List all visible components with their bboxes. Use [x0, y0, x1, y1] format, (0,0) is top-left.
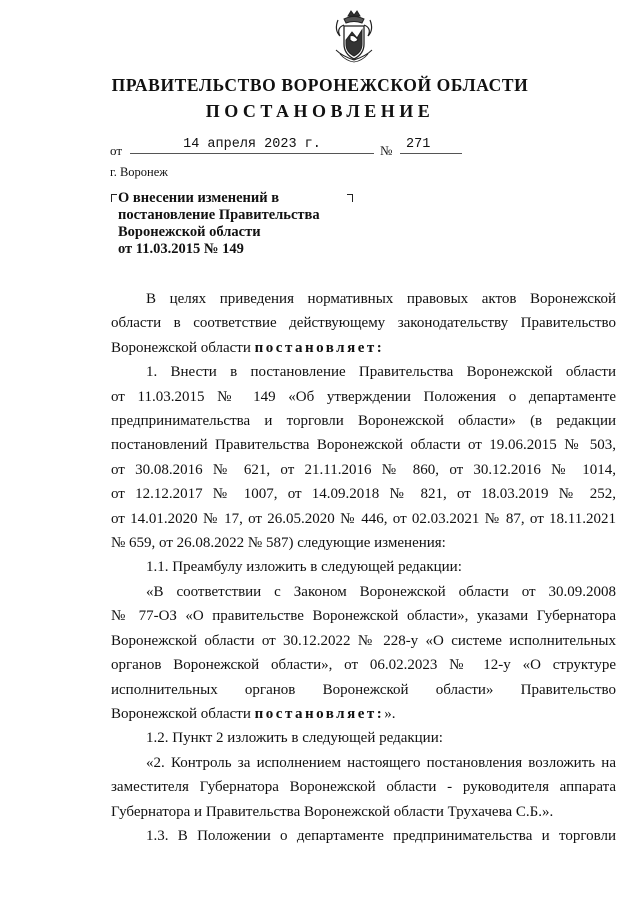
city-label: г. Воронеж — [110, 165, 168, 179]
document-number: 271 — [400, 136, 462, 154]
subject-line: постановление Правительства — [118, 207, 320, 223]
body-line: Воронежской области постановляет: — [111, 339, 385, 356]
body-line: Воронежской области постановляет:». — [111, 705, 396, 722]
number-label: № — [380, 143, 393, 158]
coat-of-arms-icon — [332, 10, 376, 64]
resolution-keyword: постановляет: — [254, 339, 385, 356]
from-label: от — [110, 143, 123, 158]
body-line: предпринимательства и торговли Воронежской области» (в редакции — [111, 413, 616, 430]
body-line: от 14.01.2020 № 17, от 26.05.2020 № 446, от 02.03.2021 № 87, от 18.11.2021 — [111, 510, 616, 527]
body-line: 1. Внести в постановление Правительства Воронежской области — [146, 364, 616, 381]
subject-corner-left — [111, 194, 117, 202]
body-line: «2. Контроль за исполнением настоящего постановления возложить на — [146, 754, 616, 771]
date-number-row — [110, 136, 431, 158]
body-line: органов Воронежской области», от 06.02.2023 № 12-у «О структуре — [111, 657, 616, 674]
body-line: от 11.03.2015 № 149 «Об утверждении Положения о департаменте — [111, 388, 616, 405]
body-line: заместителя Губернатора Воронежской области - руководителя аппарата — [111, 779, 616, 796]
body-line: «В соответствии с Законом Воронежской области от 30.09.2008 — [146, 583, 616, 600]
body-line: № 659, от 26.08.2022 № 587) следующие изменения: — [111, 535, 446, 552]
subject-line: О внесении изменений в — [118, 190, 280, 206]
body-line: 1.1. Преамбулу изложить в следующей редакции: — [146, 559, 462, 576]
document-subject — [118, 190, 358, 258]
subject-line: от 11.03.2015 № 149 — [118, 241, 244, 257]
body-line: В целях приведения нормативных правовых актов Воронежской — [146, 291, 616, 307]
body-line: 1.3. В Положении о департаменте предпринимательства и торговли — [146, 827, 616, 844]
body-line: 1.2. Пункт 2 изложить в следующей редакции: — [146, 730, 443, 747]
government-title: ПРАВИТЕЛЬСТВО ВОРОНЕЖСКОЙ ОБЛАСТИ — [111, 75, 529, 95]
body-line: исполнительных органов Воронежской области» Правительство — [111, 681, 616, 698]
document-body — [111, 287, 616, 848]
body-line: № 77-ОЗ «О правительстве Воронежской области», указами Губернатора — [111, 608, 616, 625]
document-date: 14 апреля 2023 г. — [130, 136, 374, 154]
document-type-title: ПОСТАНОВЛЕНИЕ — [205, 101, 435, 121]
body-line: Воронежской области от 30.12.2022 № 228-у «О системе исполнительных — [111, 632, 616, 649]
body-line: постановлений Правительства Воронежской области от 19.06.2015 № 503, — [111, 437, 616, 454]
body-line: от 30.08.2016 № 621, от 21.11.2016 № 860, от 30.12.2016 № 1014, — [111, 461, 616, 478]
subject-line: Воронежской области — [118, 224, 261, 240]
body-line: Губернатора и Правительства Воронежской области Трухачева С.Б.». — [111, 803, 554, 820]
resolution-keyword: постановляет: — [254, 705, 385, 722]
body-line: от 12.12.2017 № 1007, от 14.09.2018 № 821, от 18.03.2019 № 252, — [111, 486, 616, 503]
body-line: области в соответствие действующему законодательству Правительство — [111, 315, 616, 332]
